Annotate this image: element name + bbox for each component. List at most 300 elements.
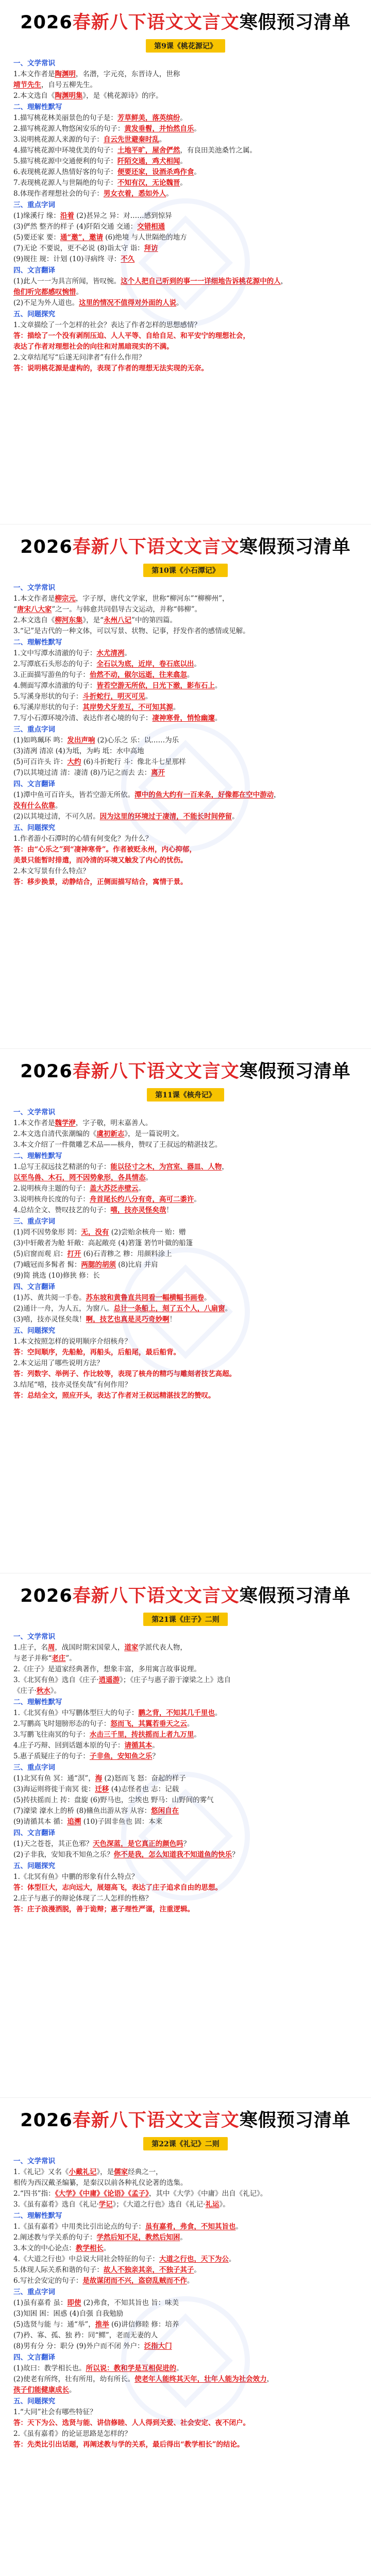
header-blue: 文言文 bbox=[183, 537, 240, 557]
content-line bbox=[13, 2167, 358, 2178]
line-text-end: ？ bbox=[232, 1851, 239, 1859]
section-heading: 三、重点字词 bbox=[13, 201, 55, 209]
blank-answer: 老庄 bbox=[52, 1654, 66, 1663]
content-line bbox=[13, 134, 358, 145]
line-text: 《庄子· bbox=[13, 1687, 37, 1695]
content-line bbox=[13, 298, 358, 309]
line-text-end: 》，是《桃花源诗》的序。 bbox=[82, 92, 163, 100]
blank-answer: 故人不独亲其亲，不独子其子 bbox=[103, 2266, 194, 2274]
line-text: 1.总写王叔远技艺精湛的句子： bbox=[13, 1163, 111, 1171]
content-line bbox=[13, 2276, 358, 2286]
line-text-end: 学派代表人物， bbox=[138, 1643, 187, 1652]
line-text-end: 。 bbox=[159, 135, 166, 144]
line-text: 1.《礼记》又名《 bbox=[13, 2168, 69, 2176]
line-text: 2.《虽有嘉肴》的论证思路是怎样的？ bbox=[13, 2430, 131, 2438]
line-text-end: 。 bbox=[225, 1304, 232, 1313]
content-line bbox=[13, 2298, 358, 2309]
line-text-end: 。 bbox=[235, 2223, 243, 2231]
section-heading: 一、文学常识 bbox=[13, 1633, 55, 1641]
line-text: 1.《虽有嘉肴》中用类比引出论点的句子： bbox=[13, 2223, 145, 2231]
header-black: 寒假预习清单 bbox=[239, 537, 351, 557]
header-year: 2026 bbox=[20, 12, 73, 33]
content-line bbox=[13, 1773, 358, 1784]
content-line bbox=[13, 2254, 358, 2265]
blank-answer: 打开 bbox=[67, 1250, 81, 1258]
content-line bbox=[13, 713, 358, 724]
line-text: 答：先类比引出话题，再阐述教与学的关系，最后得出“教学相长”的结论。 bbox=[13, 2441, 244, 2449]
line-text: 1.描写桃花林美丽景色的句子是： bbox=[13, 114, 117, 122]
content-line bbox=[13, 2199, 358, 2210]
content-line bbox=[13, 2374, 358, 2385]
line-text: 1.《北冥有鱼》中鹏的形象有什么特点？ bbox=[13, 1873, 139, 1881]
blank-answer: 因为这里的环境过于凄清，不能长时间停留 bbox=[99, 812, 232, 821]
blank-answer: 水击三千里，抟扶摇而上者九万里 bbox=[89, 1731, 194, 1739]
line-text: 答：庄子浪漫洒脱，善于诡辩；惠子理性严谨，注重逻辑。 bbox=[13, 1905, 194, 1913]
section-heading: 四、文言翻译 bbox=[13, 780, 55, 788]
answer-line bbox=[13, 1347, 358, 1358]
page-header bbox=[13, 2108, 358, 2133]
line-text-end: ， bbox=[274, 791, 281, 799]
lesson-title-wrap bbox=[13, 1613, 358, 1626]
line-text: 3.《虽有嘉肴》选自《礼记· bbox=[13, 2200, 99, 2209]
content-line bbox=[13, 2407, 358, 2418]
line-text: 2.写潭底石头形态的句子： bbox=[13, 660, 97, 668]
content-line bbox=[13, 254, 358, 265]
content-line bbox=[13, 2363, 358, 2374]
blank-answer: 即使 bbox=[67, 2299, 81, 2307]
line-text-end: 。 bbox=[103, 2244, 111, 2252]
line-text: (7)无论 不要说，更不必说 (8)诣太守 诣： bbox=[13, 244, 144, 252]
blank-answer: 天色深蓝，是它真正的颜色吗 bbox=[93, 1840, 183, 1848]
blank-answer: 无，没有 bbox=[81, 1228, 109, 1236]
line-text: (1)缘溪行 缘： bbox=[13, 212, 60, 220]
blank-answer: 苏东坡和黄鲁直共同看一幅横幅书画卷 bbox=[86, 1294, 205, 1302]
line-text: (3)嘻，技亦灵怪矣哉！ bbox=[13, 1315, 86, 1324]
lesson-title-wrap bbox=[13, 39, 358, 53]
section-heading: 五、问题探究 bbox=[13, 824, 55, 832]
line-text-end: (2)弗食，不知其旨也 旨：味美 bbox=[81, 2299, 179, 2307]
line-text: 2.说明核舟主题的句子： bbox=[13, 1184, 90, 1193]
blank-answer: 怒而飞，其翼若垂天之云 bbox=[110, 1720, 187, 1728]
line-text-end: 。 bbox=[180, 179, 187, 187]
content-line bbox=[13, 276, 358, 287]
line-text-end: (6)石青糁之 糁：用颜料涂上 bbox=[81, 1250, 172, 1258]
content-line bbox=[13, 2319, 358, 2330]
blank-answer: 没有什么依靠 bbox=[13, 802, 55, 810]
lesson-title-wrap bbox=[13, 564, 358, 577]
blank-answer: 使老年人能终其天年，壮年人能为社会效力 bbox=[134, 2375, 267, 2383]
content-line bbox=[13, 1730, 358, 1740]
answer-line bbox=[13, 2439, 358, 2450]
blank-answer: 交错相通 bbox=[137, 223, 165, 231]
content-line bbox=[13, 1642, 358, 1653]
blank-answer: 盖大苏泛赤壁云 bbox=[89, 1184, 139, 1193]
line-text: 1.文章描绘了一个怎样的社会？表达了作者怎样的思想感情？ bbox=[13, 321, 201, 329]
line-text-end: 。 bbox=[204, 1294, 211, 1302]
content-line bbox=[13, 604, 358, 615]
blank-answer: 泛指大门 bbox=[144, 2342, 172, 2350]
blank-answer: 追溯 bbox=[67, 1818, 81, 1826]
content-line bbox=[13, 1740, 358, 1751]
blank-answer: 秋水 bbox=[36, 1687, 50, 1695]
content-line bbox=[13, 113, 358, 124]
line-text-end: 。 bbox=[194, 660, 201, 668]
line-text-end: 。 bbox=[166, 190, 173, 198]
line-text: (9)简 挑选 (10)修狭 修：长 bbox=[13, 1272, 100, 1280]
lesson-title: 第10课《小石潭记》 bbox=[143, 564, 227, 577]
header-year: 2026 bbox=[20, 2110, 73, 2131]
line-text: 1.本文作者是 bbox=[13, 1119, 55, 1127]
blank-answer: 周 bbox=[47, 1643, 55, 1652]
blank-answer: 靖节先生 bbox=[13, 81, 41, 89]
blank-answer: 推举 bbox=[95, 2320, 109, 2329]
line-text-end: 。 bbox=[124, 649, 131, 657]
blank-answer: 陶渊明集 bbox=[55, 92, 83, 100]
content-line bbox=[13, 1194, 358, 1205]
header-blue: 文言文 bbox=[183, 1586, 240, 1606]
page-1 bbox=[0, 0, 371, 524]
content-line bbox=[13, 1173, 358, 1183]
blank-answer: 海 bbox=[95, 1774, 103, 1783]
section-heading: 二、理解性默写 bbox=[13, 1698, 62, 1706]
line-text-end: 。 bbox=[214, 682, 222, 690]
content-line bbox=[13, 746, 358, 757]
line-text: (1)故曰：教学相长也。 bbox=[13, 2364, 86, 2372]
content-line bbox=[13, 1893, 358, 1904]
line-text-end: ”。 bbox=[65, 1654, 76, 1663]
line-text: 2.本文选自《 bbox=[13, 92, 55, 100]
blank-answer: 阡陌交通，鸡犬相闻 bbox=[117, 157, 180, 165]
line-text-end: 》。 bbox=[50, 1687, 61, 1695]
line-text-end: ，战国时期宋国蒙人， bbox=[55, 1643, 125, 1652]
content-line bbox=[13, 834, 358, 844]
line-text-end: 。 bbox=[176, 299, 183, 307]
line-text: (8)男有分 分：职分 (9)外户而不闭 外户： bbox=[13, 2342, 144, 2350]
blank-answer: 拜访 bbox=[144, 244, 158, 252]
section-heading: 四、文言翻译 bbox=[13, 1283, 55, 1291]
line-text-end: (6)斗折蛇行 斗：像北斗七星那样 bbox=[81, 758, 186, 766]
line-text-end: ，自号五柳先生。 bbox=[41, 81, 97, 89]
blank-answer: 请循其本 bbox=[124, 1741, 153, 1750]
answer-line bbox=[13, 1391, 358, 1401]
content-line bbox=[13, 69, 358, 80]
content-line bbox=[13, 626, 358, 637]
blank-answer: 黄发垂髫，并怡然自乐 bbox=[124, 125, 194, 133]
line-text-end: (2)尝贻余核舟一 贻：赠 bbox=[109, 1228, 186, 1236]
content-line bbox=[13, 1270, 358, 1281]
line-text: 表达了作者对理想社会的向往和对黑暗现实的不满。 bbox=[13, 343, 174, 351]
line-text: 4.庄子巧辩、回到话题本原的句子： bbox=[13, 1741, 125, 1750]
section-heading: 五、问题探究 bbox=[13, 2397, 55, 2405]
line-text: 答：天下为公、选贤与能、讲信修睦、人人得到关爱、社会安定、夜不闭户。 bbox=[13, 2419, 250, 2427]
blank-answer: 你不是我，怎么知道我不知道鱼的快乐 bbox=[113, 1851, 232, 1859]
line-text: 2.文章结尾写“后遂无问津者”有什么作用？ bbox=[13, 353, 146, 362]
content-line bbox=[13, 2232, 358, 2243]
blank-answer: 学记 bbox=[98, 2200, 113, 2209]
line-text-end: 》；《大道之行也》选自《礼记· bbox=[112, 2200, 206, 2209]
content-line bbox=[13, 287, 358, 298]
line-text: 3.“记”是古代的一种文体，可以写景、状物、记事，抒发作者的感情或见解。 bbox=[13, 627, 250, 635]
line-text-end: 。 bbox=[194, 2266, 201, 2274]
section-heading: 二、理解性默写 bbox=[13, 103, 62, 111]
section-heading: 五、问题探究 bbox=[13, 1862, 55, 1870]
line-text-end: 。 bbox=[176, 2364, 183, 2372]
blank-answer: 孩子们能健康成长 bbox=[13, 2386, 69, 2394]
line-text: 1.作者游小石潭时的心情有何变化？为什么？ bbox=[13, 835, 153, 843]
section-heading: 二、理解性默写 bbox=[13, 2212, 62, 2220]
content-line bbox=[13, 1358, 358, 1369]
blank-answer: 不知有汉，无论魏晋 bbox=[117, 179, 180, 187]
line-text: (7)矜、寡、孤、独 矜：同“鳏”，老而无妻的人 bbox=[13, 2331, 158, 2340]
blank-answer: 虽有嘉肴，弗食，不知其旨也 bbox=[145, 2223, 236, 2231]
line-text-end: 》。 bbox=[219, 2200, 230, 2209]
header-blue: 文言文 bbox=[183, 1061, 240, 1082]
line-text-end: 。 bbox=[228, 2255, 236, 2263]
header-red: 春新八下语文 bbox=[72, 1586, 184, 1606]
line-text: 3.本文介绍了一件微雕艺术品——核舟，赞叹了王叔远的精湛技艺。 bbox=[13, 1141, 222, 1149]
line-text-end: (8)比肩 并肩 bbox=[115, 1261, 158, 1269]
lesson-title-wrap bbox=[13, 2137, 358, 2150]
page-header bbox=[13, 1059, 358, 1084]
line-text-end: ！ bbox=[169, 1315, 177, 1324]
blank-answer: 嘻，技亦灵怪矣哉 bbox=[110, 1206, 166, 1214]
content-line bbox=[13, 757, 358, 768]
answer-line bbox=[13, 877, 358, 888]
line-text-end: ？ bbox=[152, 1752, 159, 1760]
content-line bbox=[13, 615, 358, 626]
line-text: (2)使老有所终，壮有所用，幼有所长。 bbox=[13, 2375, 135, 2383]
line-text: 1.《北冥有鱼》中写鹏体型巨大的句子： bbox=[13, 1709, 139, 1717]
blank-answer: 皆若空游无所依，日光下澈，影布石上 bbox=[96, 682, 215, 690]
answer-line bbox=[13, 331, 358, 342]
line-text-end: 。 bbox=[194, 1731, 201, 1739]
line-text: (7)濠梁 濠水上的桥 (8)鯈鱼出游从容 从容： bbox=[13, 1807, 151, 1815]
lesson-title: 第9课《桃花源记》 bbox=[146, 39, 225, 53]
content-line bbox=[13, 80, 358, 91]
blank-answer: 柳宗元 bbox=[55, 595, 76, 603]
line-text-end: ，有良田美池桑竹之属。 bbox=[180, 146, 257, 155]
line-text-end: 。 bbox=[194, 168, 201, 176]
line-text-end: 。 bbox=[145, 1174, 153, 1182]
line-text: (3)海运则将徙于南冥 徙： bbox=[13, 1785, 95, 1793]
blank-answer: 佁然不动，俶尔远逝，往来翕忽 bbox=[89, 671, 187, 679]
page-header bbox=[13, 1584, 358, 1608]
line-text: 3.写鹏飞往南冥的句子： bbox=[13, 1731, 90, 1739]
content-line bbox=[13, 1806, 358, 1817]
page-5 bbox=[0, 2098, 371, 2576]
line-text-end: 。 bbox=[187, 1720, 194, 1728]
line-text: 3.《北冥有鱼》选自《庄子· bbox=[13, 1676, 99, 1684]
section-heading: 一、文学常识 bbox=[13, 59, 55, 67]
line-text: 6.写溪岸形状的句子： bbox=[13, 703, 83, 711]
line-text: 7.写小石潭环境冷清、表达作者心境的句子： bbox=[13, 714, 153, 722]
line-text: (1)潭中鱼可百许头，皆若空游无所依。 bbox=[13, 791, 135, 799]
content-line bbox=[13, 648, 358, 659]
content-line bbox=[13, 1784, 358, 1795]
line-text-end: 。 bbox=[187, 2277, 194, 2285]
blank-answer: 斗折蛇行，明灭可见 bbox=[82, 692, 145, 701]
blank-answer: 沿着 bbox=[60, 212, 74, 220]
line-text-end: 经典之一， bbox=[128, 2168, 163, 2176]
line-text: (3)中轩敞者为舱 轩敞：高起敞亮 (4)箬篷 箬竹叶做的船篷 bbox=[13, 1239, 193, 1247]
line-text: 4.总结全文、赞叹技艺的句子： bbox=[13, 1206, 111, 1214]
header-black: 寒假预习清单 bbox=[239, 2110, 351, 2131]
line-text: 答：描绘了一个没有剥削压迫、人人平等、自给自足、和平安宁的理想社会， bbox=[13, 332, 250, 340]
line-text: 1.本文按照怎样的说明顺序介绍核舟？ bbox=[13, 1337, 131, 1346]
content-line bbox=[13, 2178, 358, 2189]
content-line bbox=[13, 1118, 358, 1129]
line-text: (2)子非我，安知我不知鱼之乐？ bbox=[13, 1851, 114, 1859]
header-black: 寒假预习清单 bbox=[239, 1061, 351, 1082]
line-text-end: ，字子敬，明末嘉善人。 bbox=[75, 1119, 153, 1127]
line-text: 2.阐述教与学关系的句子： bbox=[13, 2233, 97, 2242]
line-text-end: 。 bbox=[152, 1741, 159, 1750]
blank-answer: 大约 bbox=[67, 758, 81, 766]
blank-answer: 凄神寒骨，悄怆幽邃 bbox=[152, 714, 215, 722]
answer-line bbox=[13, 1369, 358, 1380]
section-heading: 五、问题探究 bbox=[13, 310, 55, 318]
line-text: 答：空间顺序，先船舱，再船头，后船尾，最后船背。 bbox=[13, 1348, 180, 1357]
content-line bbox=[13, 1675, 358, 1686]
line-text-end: 。 bbox=[180, 157, 187, 165]
content-line bbox=[13, 1872, 358, 1883]
content-line bbox=[13, 790, 358, 801]
blank-answer: 魏学洢 bbox=[55, 1119, 76, 1127]
blank-answer: 鹏之背，不知其几千里也 bbox=[138, 1709, 215, 1717]
blank-answer: 总计一条船上，刻了五个人，八扇窗 bbox=[113, 1304, 225, 1313]
content-line bbox=[13, 594, 358, 604]
content-line bbox=[13, 1817, 358, 1827]
section-heading: 二、理解性默写 bbox=[13, 638, 62, 647]
line-text: 2.写鹏高飞时翅膀形态的句子： bbox=[13, 1720, 111, 1728]
line-text-end: (10)子固非鱼也 固：本来 bbox=[81, 1818, 163, 1826]
line-text: (1)虽有嘉肴 虽： bbox=[13, 2299, 68, 2307]
line-text-end: 》；《庄子与惠子游于濠梁之上》选自 bbox=[120, 1676, 231, 1684]
answer-line bbox=[13, 342, 358, 352]
content-line bbox=[13, 352, 358, 363]
lesson-title-wrap bbox=[13, 1088, 358, 1101]
content-line bbox=[13, 2265, 358, 2276]
blank-answer: 潭中的鱼大约有一百来条，好像都在空中游动 bbox=[134, 791, 274, 799]
blank-answer: 虞初新志 bbox=[96, 1130, 125, 1138]
content-line bbox=[13, 320, 358, 331]
line-text: 与老子并称“ bbox=[13, 1654, 52, 1663]
section-heading: 二、理解性默写 bbox=[13, 1152, 62, 1160]
line-text-end: 》，是“ bbox=[82, 616, 104, 624]
blank-answer: 土地平旷，屋舍俨然 bbox=[117, 146, 180, 155]
blank-answer: 永州八记 bbox=[104, 616, 132, 624]
line-text: 6.写社会安定的句子： bbox=[13, 2277, 83, 2285]
content-line bbox=[13, 1839, 358, 1850]
blank-answer: 是故谋闭而不兴，盗窃乱贼而不作 bbox=[82, 2277, 187, 2285]
blank-answer: 离开 bbox=[151, 769, 165, 777]
blank-answer: 《大学》《中庸》《论语》《孟子》 bbox=[55, 2190, 149, 2198]
line-text: 答：说明桃花源是虚构的，表现了作者的理想无法实现的无奈。 bbox=[13, 364, 208, 372]
line-text: 3.说明桃花源人来源的句子： bbox=[13, 135, 104, 144]
line-text: (1)天之苍苍，其正色邪？ bbox=[13, 1840, 93, 1848]
content-line bbox=[13, 1227, 358, 1238]
blank-answer: 大道之行也，天下为公 bbox=[159, 2255, 229, 2263]
content-line bbox=[13, 243, 358, 254]
line-text: 答：总结全文，照应开头，表达了作者对王叔远精湛技艺的赞叹。 bbox=[13, 1392, 215, 1400]
blank-answer: 以至鸟兽、木石，罔不因势象形，各具情态 bbox=[13, 1174, 146, 1182]
blank-answer: 通“邀”，邀请 bbox=[60, 233, 103, 242]
line-text: (5)可百许头 许： bbox=[13, 758, 68, 766]
content-line bbox=[13, 232, 358, 243]
content-line bbox=[13, 1162, 358, 1173]
header-blue: 文言文 bbox=[183, 2110, 240, 2131]
blank-answer: 不久 bbox=[121, 255, 135, 263]
blank-answer: 陶渊明 bbox=[55, 70, 76, 78]
content-line bbox=[13, 670, 358, 681]
content-line bbox=[13, 2222, 358, 2232]
answer-line bbox=[13, 1904, 358, 1915]
content-line bbox=[13, 222, 358, 232]
line-text-end: (4)志怪者也 志：记载 bbox=[109, 1785, 179, 1793]
lesson-title: 第11课《核舟记》 bbox=[147, 1088, 224, 1101]
line-text: 2.本文运用了哪些说明方法？ bbox=[13, 1359, 104, 1367]
line-text-end: 。 bbox=[187, 671, 194, 679]
answer-line bbox=[13, 855, 358, 866]
blank-answer: 迁移 bbox=[95, 1785, 109, 1793]
line-text: 答：移步换景，动静结合，正侧面描写结合，寓情于景。 bbox=[13, 878, 188, 886]
content-line bbox=[13, 167, 358, 178]
line-text-end: (2)怒而飞 怒：奋起的样子 bbox=[102, 1774, 186, 1783]
content-line bbox=[13, 811, 358, 822]
line-text-end: 。 bbox=[232, 812, 239, 821]
line-text-end: ！ bbox=[166, 1206, 173, 1214]
blank-answer: 柳河东集 bbox=[55, 616, 83, 624]
section-heading: 四、文言翻译 bbox=[13, 266, 55, 275]
line-text-end: ，字子厚，唐代文学家，世称“柳河东”“柳柳州”， bbox=[75, 595, 229, 603]
line-text-end: 。 bbox=[138, 1184, 145, 1193]
content-line bbox=[13, 145, 358, 156]
header-black: 寒假预习清单 bbox=[239, 1586, 351, 1606]
content-line bbox=[13, 1686, 358, 1697]
line-text: 相传为西汉戴圣编纂，是秦汉以前各种礼仪论著的选集。 bbox=[13, 2179, 188, 2187]
blank-answer: 这个人把自己听到的事一一详细地告诉桃花源中的人 bbox=[121, 277, 281, 285]
content-line bbox=[13, 1260, 358, 1270]
line-text: 4.侧面写潭水清澈的句子： bbox=[13, 682, 97, 690]
content-line bbox=[13, 735, 358, 746]
line-text: 2.描写桃花源人物悠闲安乐的句子： bbox=[13, 125, 125, 133]
line-text-end: ，其中《大学》《中庸》出自《礼记》。 bbox=[148, 2190, 267, 2198]
section-heading: 三、重点字词 bbox=[13, 725, 55, 734]
line-text: 2.《庄子》是道家经典著作，想象丰富，多用寓言故事说理。 bbox=[13, 1665, 201, 1673]
section-heading: 一、文学常识 bbox=[13, 584, 55, 592]
line-text: 2.本文选自清代张潮编的《 bbox=[13, 1130, 97, 1138]
line-text-end: (2)心乐之 乐：以……为乐 bbox=[95, 736, 179, 744]
lesson-title: 第21课《庄子》二则 bbox=[143, 1613, 227, 1626]
line-text: 5.惠子质疑庄子的句子： bbox=[13, 1752, 90, 1760]
line-text-end: ， bbox=[266, 2375, 274, 2383]
content-line bbox=[13, 91, 358, 101]
content-line bbox=[13, 1719, 358, 1730]
blank-answer: 逍遥游 bbox=[98, 1676, 120, 1684]
content-line bbox=[13, 2243, 358, 2254]
page-header bbox=[13, 10, 358, 35]
header-red: 春新八下语文 bbox=[72, 2110, 184, 2131]
content-line bbox=[13, 2189, 358, 2199]
section-heading: 四、文言翻译 bbox=[13, 2353, 55, 2362]
header-year: 2026 bbox=[20, 537, 73, 557]
content-line bbox=[13, 1751, 358, 1762]
page-3 bbox=[0, 1049, 371, 1573]
answer-line bbox=[13, 844, 358, 855]
line-text: 4.描写桃花源中环境优美的句子： bbox=[13, 146, 117, 155]
blank-answer: 两腮的胡须 bbox=[81, 1261, 116, 1269]
line-text: 3.说明核舟长度的句子： bbox=[13, 1195, 90, 1204]
